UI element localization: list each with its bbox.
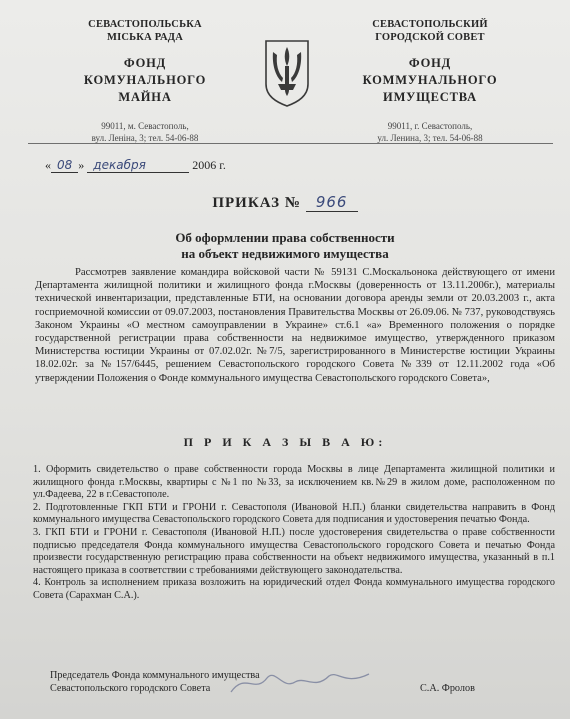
- address-ru: 99011, г. Севастополь, ул. Ленина, 3; тел. 54-06-88: [377, 121, 483, 143]
- header-right-russian: [330, 18, 530, 144]
- org-name-ua: СЕВАСТОПОЛЬСЬКА МІСЬКА РАДА: [88, 19, 202, 43]
- address-ua: 99011, м. Севастополь, вул. Леніна, 3; тел. 54-06-88: [91, 121, 199, 143]
- signatory-name: С.А. Фролов: [420, 683, 475, 694]
- org-name-ru: СЕВАСТОПОЛЬСКИЙ ГОРОДСКОЙ СОВЕТ: [372, 19, 488, 43]
- order-subject: Об оформлении права собственности на объект недвижимого имущества: [175, 230, 395, 261]
- order-title: ПРИКАЗ № 966: [0, 193, 570, 212]
- order-item: 3. ГКП БТИ и ГРОНИ г. Севастополя (Ивановой Н.П.) после удостоверения свидетельства о праве собственности подписью председателя Фонда коммунального имущества Севастопольского городского Совета и печатью Фонда произвести государственную регистрацию права собственности на объект недвижимого имущества, указанный в п.1 настоящего приказа в соответствии с требованиями действующего законодательства.: [33, 526, 555, 576]
- signatory-position: Председатель Фонда коммунального имущества Севастопольского городского Совета: [50, 670, 260, 694]
- order-number: 966: [306, 193, 358, 212]
- date-month: декабря: [87, 158, 189, 173]
- date-day: 08: [51, 158, 78, 173]
- fund-name-ru: ФОНД КОММУНАЛЬНОГО ИМУЩЕСТВА: [362, 56, 498, 104]
- document-date: « 08 » декабря 2006 г.: [45, 158, 226, 172]
- order-items: [33, 464, 555, 603]
- order-item: 1. Оформить свидетельство о праве собственности города Москвы в лице Департамента жилищной политики и жилищного фонда г.Москвы, квартиры с №1 по №33, за исключением кв.№29 в жилом доме, расположенном по ул.Фадеева, 22 в г.Севастополе.: [33, 464, 555, 501]
- header-left-ukrainian: [45, 18, 245, 144]
- order-item: 4. Контроль за исполнением приказа возложить на юридический отдел Фонда коммунального имущества городского Совета (Сарахман С.А.).: [33, 577, 555, 601]
- handwritten-signature: [225, 664, 375, 702]
- preamble-text: Рассмотрев заявление командира войсковой части № 59131 С.Москальонока действующего от имени Департамента жилищной политики и жилищного фонда г.Москвы (доверенность от 13.11.2006г.), материалы технической инвентаризации, представленные БТИ, на основании договора аренды земли от 20.03.2003 г., акта госприемочной комиссии от 09.07.2003, постановления Правительства Москвы от 26.09.06. № 737, руководствуясь Законом Украины «О местном самоуправлении в Украине» ст.6.1 «а» Временного положения о порядке государственной регистрации права собственности на недвижимое имущество, утвержденного приказом Министерства юстиции Украины от 07.02.02г. №7/5, зарегистрированного в Министерстве юстиции Украины 18.02.02г. за №157/6445, решением Севастопольского городского Совета №339 от 12.11.2002 года «Об утверждении Положения о Фонде коммунального имущества Севастопольского городского Совета»,: [35, 267, 555, 384]
- order-item: 2. Подготовленные ГКП БТИ и ГРОНИ г. Севастополя (Ивановой Н.П.) бланки свидетельства направить в Фонд коммунального имущества Севастопольского городского Совета для подписания и удостоверения печатью Фонда.: [33, 501, 555, 526]
- orders-heading: П Р И К А З Ы В А Ю:: [183, 435, 387, 449]
- trident-emblem-icon: [262, 38, 312, 108]
- header-divider: [28, 143, 553, 144]
- date-year: 2006 г.: [192, 158, 226, 172]
- fund-name-ua: ФОНД КОМУНАЛЬНОГО МАЙНА: [83, 56, 207, 104]
